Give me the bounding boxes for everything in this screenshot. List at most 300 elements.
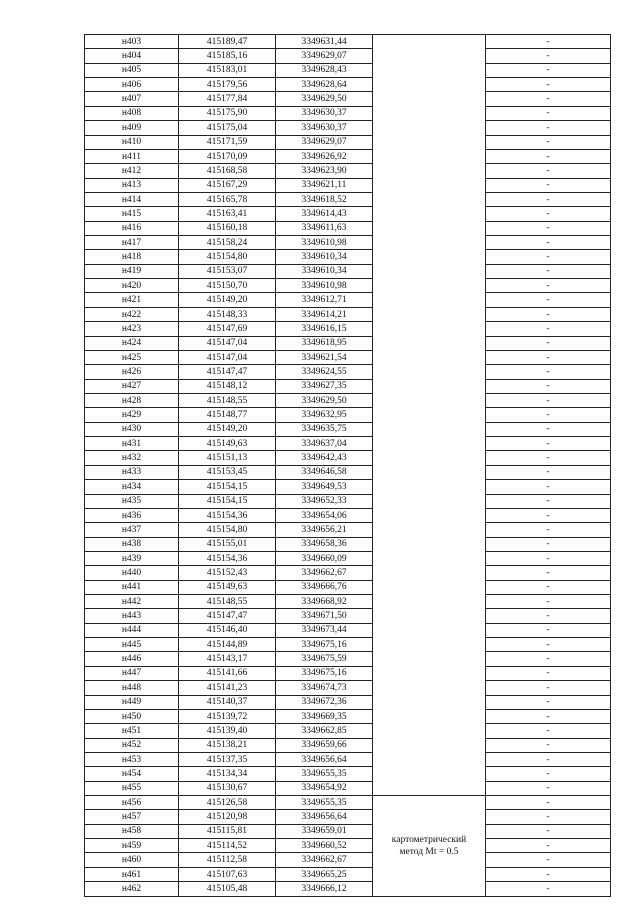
table-row [85, 365, 611, 379]
table-row [85, 164, 611, 178]
x-coordinate-cell: 415141,66 [179, 666, 276, 680]
y-coordinate-cell: 3349674,73 [276, 681, 373, 695]
point-name-cell: н452 [85, 738, 179, 752]
mark-cell: - [486, 566, 611, 580]
x-coordinate-cell: 415154,36 [179, 508, 276, 522]
point-name-cell: н425 [85, 350, 179, 364]
point-name-cell: н403 [85, 35, 179, 49]
table-row [85, 35, 611, 49]
mark-cell: - [486, 796, 611, 810]
mark-cell: - [486, 408, 611, 422]
table-row [85, 824, 611, 838]
table-row [85, 465, 611, 479]
table-row [85, 595, 611, 609]
table-row [85, 681, 611, 695]
point-name-cell: н444 [85, 623, 179, 637]
mark-cell: - [486, 121, 611, 135]
x-coordinate-cell: 415154,80 [179, 523, 276, 537]
table-row [85, 250, 611, 264]
mark-cell: - [486, 379, 611, 393]
x-coordinate-cell: 415112,58 [179, 853, 276, 867]
x-coordinate-cell: 415151,13 [179, 451, 276, 465]
y-coordinate-cell: 3349628,43 [276, 63, 373, 77]
table-row [85, 666, 611, 680]
y-coordinate-cell: 3349635,75 [276, 422, 373, 436]
x-coordinate-cell: 415138,21 [179, 738, 276, 752]
point-name-cell: н413 [85, 178, 179, 192]
mark-cell: - [486, 480, 611, 494]
mark-cell: - [486, 35, 611, 49]
point-name-cell: н429 [85, 408, 179, 422]
y-coordinate-cell: 3349666,76 [276, 580, 373, 594]
x-coordinate-cell: 415149,63 [179, 437, 276, 451]
method-label-line2: метод Mt = 0.5 [399, 846, 459, 857]
table-row [85, 480, 611, 494]
y-coordinate-cell: 3349673,44 [276, 623, 373, 637]
mark-cell: - [486, 609, 611, 623]
y-coordinate-cell: 3349630,37 [276, 106, 373, 120]
point-name-cell: н448 [85, 681, 179, 695]
table-row [85, 609, 611, 623]
table-row [85, 350, 611, 364]
table-row [85, 437, 611, 451]
y-coordinate-cell: 3349665,25 [276, 867, 373, 881]
coordinates-table [84, 34, 611, 897]
point-name-cell: н412 [85, 164, 179, 178]
x-coordinate-cell: 415134,34 [179, 767, 276, 781]
table-row [85, 393, 611, 407]
mark-cell: - [486, 451, 611, 465]
y-coordinate-cell: 3349662,67 [276, 853, 373, 867]
table-row [85, 451, 611, 465]
mark-cell: - [486, 178, 611, 192]
table-row [85, 78, 611, 92]
x-coordinate-cell: 415130,67 [179, 781, 276, 795]
y-coordinate-cell: 3349672,36 [276, 695, 373, 709]
x-coordinate-cell: 415126,58 [179, 796, 276, 810]
y-coordinate-cell: 3349656,64 [276, 752, 373, 766]
y-coordinate-cell: 3349655,35 [276, 796, 373, 810]
table-row [85, 652, 611, 666]
mark-cell: - [486, 63, 611, 77]
table-row [85, 695, 611, 709]
point-name-cell: н459 [85, 839, 179, 853]
point-name-cell: н445 [85, 638, 179, 652]
x-coordinate-cell: 415120,98 [179, 810, 276, 824]
x-coordinate-cell: 415154,36 [179, 551, 276, 565]
y-coordinate-cell: 3349675,16 [276, 638, 373, 652]
x-coordinate-cell: 415185,16 [179, 49, 276, 63]
point-name-cell: н426 [85, 365, 179, 379]
x-coordinate-cell: 415147,47 [179, 365, 276, 379]
point-name-cell: н423 [85, 322, 179, 336]
point-name-cell: н437 [85, 523, 179, 537]
point-name-cell: н430 [85, 422, 179, 436]
y-coordinate-cell: 3349626,92 [276, 149, 373, 163]
x-coordinate-cell: 415148,33 [179, 307, 276, 321]
mark-cell: - [486, 78, 611, 92]
point-name-cell: н405 [85, 63, 179, 77]
point-name-cell: н417 [85, 236, 179, 250]
y-coordinate-cell: 3349629,07 [276, 135, 373, 149]
point-name-cell: н407 [85, 92, 179, 106]
x-coordinate-cell: 415140,37 [179, 695, 276, 709]
table-row [85, 236, 611, 250]
y-coordinate-cell: 3349629,50 [276, 92, 373, 106]
y-coordinate-cell: 3349631,44 [276, 35, 373, 49]
y-coordinate-cell: 3349658,36 [276, 537, 373, 551]
x-coordinate-cell: 415168,58 [179, 164, 276, 178]
mark-cell: - [486, 494, 611, 508]
x-coordinate-cell: 415155,01 [179, 537, 276, 551]
mark-cell: - [486, 350, 611, 364]
point-name-cell: н435 [85, 494, 179, 508]
y-coordinate-cell: 3349666,12 [276, 882, 373, 896]
table-row [85, 796, 611, 810]
y-coordinate-cell: 3349649,53 [276, 480, 373, 494]
mark-cell: - [486, 149, 611, 163]
point-name-cell: н416 [85, 221, 179, 235]
y-coordinate-cell: 3349628,64 [276, 78, 373, 92]
y-coordinate-cell: 3349662,85 [276, 724, 373, 738]
mark-cell: - [486, 307, 611, 321]
table-row [85, 408, 611, 422]
point-name-cell: н460 [85, 853, 179, 867]
x-coordinate-cell: 415141,23 [179, 681, 276, 695]
y-coordinate-cell: 3349675,59 [276, 652, 373, 666]
mark-cell: - [486, 824, 611, 838]
mark-cell: - [486, 767, 611, 781]
point-name-cell: н419 [85, 264, 179, 278]
table-row [85, 882, 611, 896]
x-coordinate-cell: 415139,40 [179, 724, 276, 738]
table-row [85, 379, 611, 393]
table-row [85, 322, 611, 336]
table-row [85, 767, 611, 781]
mark-cell: - [486, 106, 611, 120]
x-coordinate-cell: 415179,56 [179, 78, 276, 92]
point-name-cell: н447 [85, 666, 179, 680]
y-coordinate-cell: 3349654,06 [276, 508, 373, 522]
point-name-cell: н415 [85, 207, 179, 221]
y-coordinate-cell: 3349610,98 [276, 236, 373, 250]
table-row [85, 738, 611, 752]
x-coordinate-cell: 415175,04 [179, 121, 276, 135]
x-coordinate-cell: 415177,84 [179, 92, 276, 106]
y-coordinate-cell: 3349646,58 [276, 465, 373, 479]
y-coordinate-cell: 3349656,21 [276, 523, 373, 537]
x-coordinate-cell: 415150,70 [179, 279, 276, 293]
x-coordinate-cell: 415189,47 [179, 35, 276, 49]
mark-cell: - [486, 724, 611, 738]
point-name-cell: н450 [85, 709, 179, 723]
point-name-cell: н433 [85, 465, 179, 479]
mark-cell: - [486, 135, 611, 149]
x-coordinate-cell: 415154,80 [179, 250, 276, 264]
table-row [85, 121, 611, 135]
y-coordinate-cell: 3349629,50 [276, 393, 373, 407]
mark-cell: - [486, 882, 611, 896]
point-name-cell: н439 [85, 551, 179, 565]
x-coordinate-cell: 415114,52 [179, 839, 276, 853]
point-name-cell: н446 [85, 652, 179, 666]
y-coordinate-cell: 3349610,34 [276, 250, 373, 264]
table-row [85, 49, 611, 63]
mark-cell: - [486, 738, 611, 752]
point-name-cell: н422 [85, 307, 179, 321]
table-row [85, 623, 611, 637]
y-coordinate-cell: 3349662,67 [276, 566, 373, 580]
y-coordinate-cell: 3349610,34 [276, 264, 373, 278]
point-name-cell: н438 [85, 537, 179, 551]
y-coordinate-cell: 3349630,37 [276, 121, 373, 135]
point-name-cell: н410 [85, 135, 179, 149]
point-name-cell: н414 [85, 192, 179, 206]
table-row [85, 192, 611, 206]
point-name-cell: н432 [85, 451, 179, 465]
x-coordinate-cell: 415149,20 [179, 293, 276, 307]
point-name-cell: н420 [85, 279, 179, 293]
coordinates-table-body [85, 35, 611, 897]
point-name-cell: н457 [85, 810, 179, 824]
table-row [85, 839, 611, 853]
table-row [85, 422, 611, 436]
y-coordinate-cell: 3349659,01 [276, 824, 373, 838]
x-coordinate-cell: 415171,59 [179, 135, 276, 149]
mark-cell: - [486, 623, 611, 637]
x-coordinate-cell: 415143,17 [179, 652, 276, 666]
y-coordinate-cell: 3349654,92 [276, 781, 373, 795]
y-coordinate-cell: 3349632,95 [276, 408, 373, 422]
method-cell-top [373, 35, 486, 796]
table-row [85, 508, 611, 522]
x-coordinate-cell: 415152,43 [179, 566, 276, 580]
x-coordinate-cell: 415154,15 [179, 480, 276, 494]
table-row [85, 92, 611, 106]
y-coordinate-cell: 3349642,43 [276, 451, 373, 465]
point-name-cell: н434 [85, 480, 179, 494]
mark-cell: - [486, 781, 611, 795]
mark-cell: - [486, 523, 611, 537]
y-coordinate-cell: 3349669,35 [276, 709, 373, 723]
y-coordinate-cell: 3349621,11 [276, 178, 373, 192]
point-name-cell: н436 [85, 508, 179, 522]
x-coordinate-cell: 415175,90 [179, 106, 276, 120]
point-name-cell: н453 [85, 752, 179, 766]
method-label-line1: картометрический [391, 834, 467, 845]
point-name-cell: н428 [85, 393, 179, 407]
mark-cell: - [486, 207, 611, 221]
point-name-cell: н404 [85, 49, 179, 63]
mark-cell: - [486, 221, 611, 235]
mark-cell: - [486, 867, 611, 881]
mark-cell: - [486, 322, 611, 336]
x-coordinate-cell: 415167,29 [179, 178, 276, 192]
x-coordinate-cell: 415144,89 [179, 638, 276, 652]
mark-cell: - [486, 192, 611, 206]
table-row [85, 494, 611, 508]
mark-cell: - [486, 666, 611, 680]
x-coordinate-cell: 415115,81 [179, 824, 276, 838]
table-row [85, 580, 611, 594]
y-coordinate-cell: 3349624,55 [276, 365, 373, 379]
table-row [85, 149, 611, 163]
mark-cell: - [486, 250, 611, 264]
y-coordinate-cell: 3349610,98 [276, 279, 373, 293]
mark-cell: - [486, 652, 611, 666]
point-name-cell: н462 [85, 882, 179, 896]
mark-cell: - [486, 279, 611, 293]
x-coordinate-cell: 415139,72 [179, 709, 276, 723]
table-row [85, 221, 611, 235]
table-row [85, 566, 611, 580]
mark-cell: - [486, 365, 611, 379]
x-coordinate-cell: 415165,78 [179, 192, 276, 206]
x-coordinate-cell: 415107,63 [179, 867, 276, 881]
mark-cell: - [486, 537, 611, 551]
table-row [85, 523, 611, 537]
x-coordinate-cell: 415147,04 [179, 350, 276, 364]
point-name-cell: н406 [85, 78, 179, 92]
point-name-cell: н411 [85, 149, 179, 163]
y-coordinate-cell: 3349671,50 [276, 609, 373, 623]
point-name-cell: н456 [85, 796, 179, 810]
table-row [85, 279, 611, 293]
y-coordinate-cell: 3349675,16 [276, 666, 373, 680]
table-row [85, 336, 611, 350]
mark-cell: - [486, 853, 611, 867]
y-coordinate-cell: 3349614,21 [276, 307, 373, 321]
x-coordinate-cell: 415163,41 [179, 207, 276, 221]
point-name-cell: н431 [85, 437, 179, 451]
table-row [85, 724, 611, 738]
table-row [85, 638, 611, 652]
y-coordinate-cell: 3349614,43 [276, 207, 373, 221]
table-row [85, 537, 611, 551]
x-coordinate-cell: 415105,48 [179, 882, 276, 896]
table-row [85, 135, 611, 149]
y-coordinate-cell: 3349618,52 [276, 192, 373, 206]
x-coordinate-cell: 415147,69 [179, 322, 276, 336]
table-row [85, 853, 611, 867]
table-row [85, 709, 611, 723]
table-row [85, 178, 611, 192]
table-row [85, 867, 611, 881]
point-name-cell: н449 [85, 695, 179, 709]
mark-cell: - [486, 264, 611, 278]
x-coordinate-cell: 415158,24 [179, 236, 276, 250]
x-coordinate-cell: 415137,35 [179, 752, 276, 766]
x-coordinate-cell: 415148,12 [179, 379, 276, 393]
mark-cell: - [486, 393, 611, 407]
mark-cell: - [486, 92, 611, 106]
mark-cell: - [486, 580, 611, 594]
mark-cell: - [486, 839, 611, 853]
mark-cell: - [486, 810, 611, 824]
table-row [85, 264, 611, 278]
mark-cell: - [486, 236, 611, 250]
mark-cell: - [486, 709, 611, 723]
x-coordinate-cell: 415148,77 [179, 408, 276, 422]
x-coordinate-cell: 415148,55 [179, 393, 276, 407]
y-coordinate-cell: 3349637,04 [276, 437, 373, 451]
point-name-cell: н424 [85, 336, 179, 350]
point-name-cell: н441 [85, 580, 179, 594]
mark-cell: - [486, 638, 611, 652]
x-coordinate-cell: 415146,40 [179, 623, 276, 637]
x-coordinate-cell: 415183,01 [179, 63, 276, 77]
point-name-cell: н418 [85, 250, 179, 264]
table-row [85, 781, 611, 795]
mark-cell: - [486, 752, 611, 766]
table-row [85, 307, 611, 321]
y-coordinate-cell: 3349659,66 [276, 738, 373, 752]
mark-cell: - [486, 437, 611, 451]
point-name-cell: н427 [85, 379, 179, 393]
mark-cell: - [486, 422, 611, 436]
table-row [85, 752, 611, 766]
y-coordinate-cell: 3349668,92 [276, 595, 373, 609]
table-row [85, 810, 611, 824]
y-coordinate-cell: 3349655,35 [276, 767, 373, 781]
method-cell-bottom [373, 796, 486, 897]
point-name-cell: н461 [85, 867, 179, 881]
x-coordinate-cell: 415153,07 [179, 264, 276, 278]
mark-cell: - [486, 465, 611, 479]
point-name-cell: н409 [85, 121, 179, 135]
point-name-cell: н454 [85, 767, 179, 781]
mark-cell: - [486, 164, 611, 178]
point-name-cell: н455 [85, 781, 179, 795]
y-coordinate-cell: 3349656,64 [276, 810, 373, 824]
x-coordinate-cell: 415170,09 [179, 149, 276, 163]
y-coordinate-cell: 3349627,35 [276, 379, 373, 393]
mark-cell: - [486, 551, 611, 565]
table-row [85, 106, 611, 120]
y-coordinate-cell: 3349616,15 [276, 322, 373, 336]
point-name-cell: н458 [85, 824, 179, 838]
x-coordinate-cell: 415147,04 [179, 336, 276, 350]
point-name-cell: н442 [85, 595, 179, 609]
y-coordinate-cell: 3349611,63 [276, 221, 373, 235]
mark-cell: - [486, 595, 611, 609]
table-row [85, 207, 611, 221]
y-coordinate-cell: 3349618,95 [276, 336, 373, 350]
y-coordinate-cell: 3349623,90 [276, 164, 373, 178]
point-name-cell: н443 [85, 609, 179, 623]
mark-cell: - [486, 508, 611, 522]
table-row [85, 551, 611, 565]
x-coordinate-cell: 415154,15 [179, 494, 276, 508]
mark-cell: - [486, 681, 611, 695]
x-coordinate-cell: 415160,18 [179, 221, 276, 235]
mark-cell: - [486, 293, 611, 307]
x-coordinate-cell: 415149,20 [179, 422, 276, 436]
x-coordinate-cell: 415153,45 [179, 465, 276, 479]
x-coordinate-cell: 415149,63 [179, 580, 276, 594]
table-row [85, 293, 611, 307]
y-coordinate-cell: 3349629,07 [276, 49, 373, 63]
mark-cell: - [486, 336, 611, 350]
y-coordinate-cell: 3349660,09 [276, 551, 373, 565]
y-coordinate-cell: 3349652,33 [276, 494, 373, 508]
point-name-cell: н440 [85, 566, 179, 580]
y-coordinate-cell: 3349621,54 [276, 350, 373, 364]
point-name-cell: н421 [85, 293, 179, 307]
mark-cell: - [486, 695, 611, 709]
point-name-cell: н408 [85, 106, 179, 120]
y-coordinate-cell: 3349612,71 [276, 293, 373, 307]
